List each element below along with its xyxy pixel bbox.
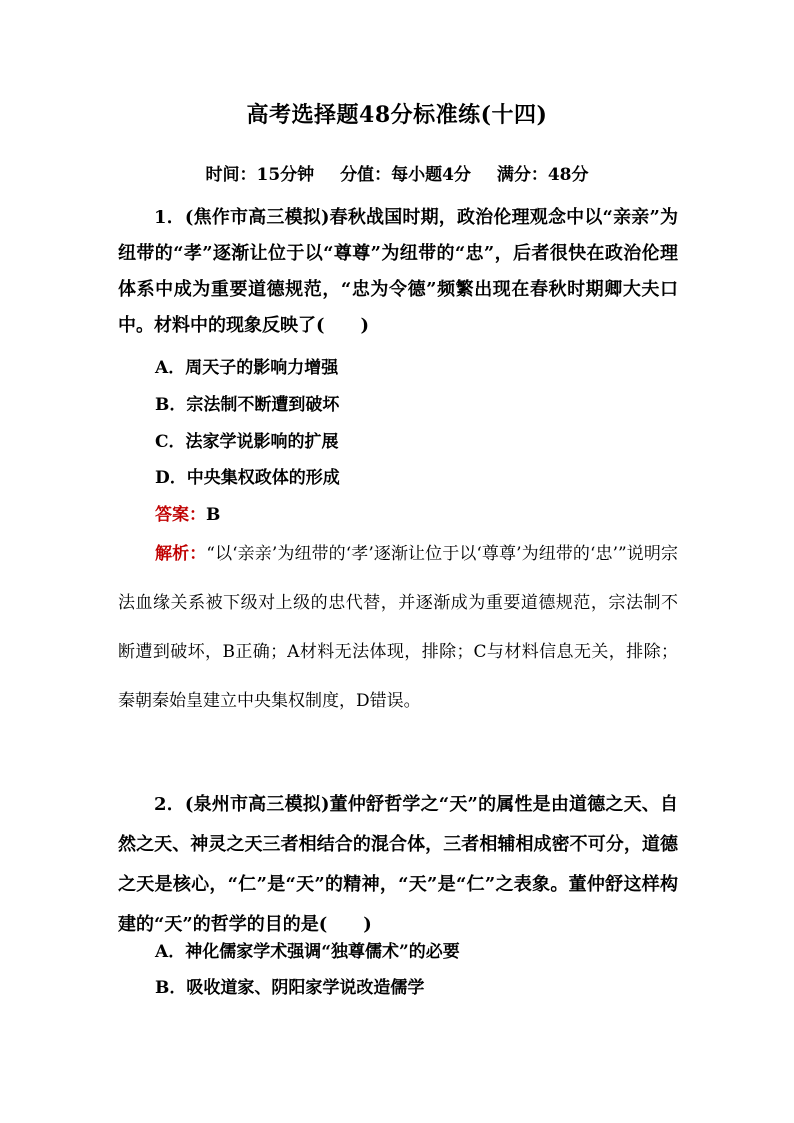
- question-1-answer: [155, 500, 220, 525]
- analysis-label: 解析：: [155, 544, 207, 564]
- question-2-option-a: A．神化儒家学术强调“独尊儒术”的必要: [155, 942, 460, 962]
- time-limit: 时间：15分钟: [205, 165, 315, 185]
- question-2-option-b: B．吸收道家、阴阳家学说改造儒学: [155, 978, 425, 998]
- exam-meta: [0, 160, 794, 185]
- question-1-text: 1．(焦作市高三模拟)春秋战国时期，政治伦理观念中以“亲亲”为纽带的“孝”逐渐让位于以“尊尊”为纽带的“忠”，后者很快在政治伦理体系中成为重要道德规范，“忠为令德”频繁出现在春秋时期卿大夫口中。材料中的现象反映了( ): [118, 207, 678, 336]
- analysis-text: “以‘亲亲’为纽带的‘孝’逐渐让位于以‘尊尊’为纽带的‘忠’”说明宗法血缘关系被下级对上级的忠代替，并逐渐成为重要道德规范，宗法制不断遭到破坏，B正确；A材料无法体现，排除；C与材料信息无关，排除；秦朝秦始皇建立中央集权制度，D错误。: [118, 544, 678, 711]
- question-1-option-b: B．宗法制不断遭到破坏: [155, 395, 340, 415]
- full-score: 满分：48分: [496, 165, 589, 185]
- question-2-stem: [118, 785, 678, 945]
- page-title: 高考选择题48分标准练(十四): [246, 102, 548, 128]
- question-1-option-d: D．中央集权政体的形成: [155, 468, 340, 488]
- question-1-stem: [118, 200, 678, 344]
- question-2-text: 2．(泉州市高三模拟)董仲舒哲学之“天”的属性是由道德之天、自然之天、神灵之天三者相结合的混合体，三者相辅相成密不可分，道德之天是核心，“仁”是“天”的精神，“天”是“仁”之表象。董仲舒这样构建的“天”的哲学的目的是( ): [118, 794, 678, 935]
- question-1-option-a: A．周天子的影响力增强: [155, 358, 339, 378]
- question-1-option-c: C．法家学说影响的扩展: [155, 432, 339, 452]
- score-per-question: 分值：每小题4分: [340, 165, 471, 185]
- answer-label: 答案：: [155, 505, 206, 525]
- question-1-analysis: [118, 530, 678, 726]
- answer-value: B: [206, 505, 221, 525]
